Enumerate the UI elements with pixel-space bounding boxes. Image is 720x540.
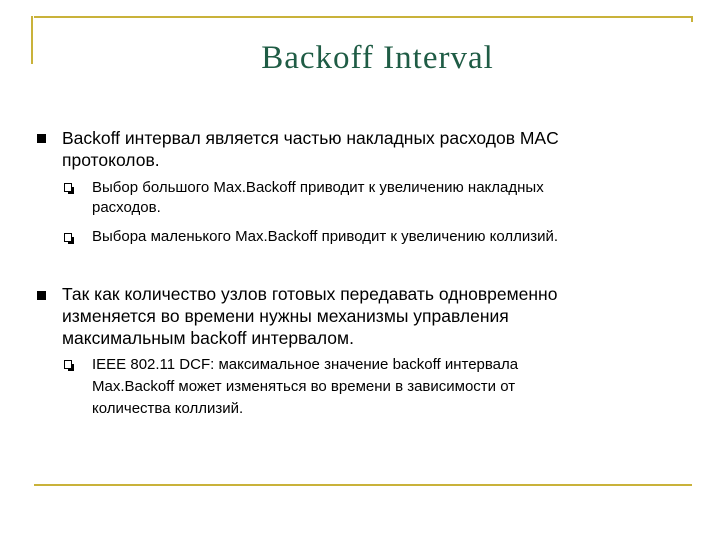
bullet-square-icon [37, 291, 46, 300]
bottom-rule [34, 484, 692, 486]
sub-bullet-box-icon [64, 360, 72, 369]
slide-title: Backoff Interval [261, 40, 494, 76]
bullet-1-text-line-1: Backoff интервал является частью накладных расходов MAC [62, 128, 559, 148]
sub-bullet-1-1-line-1: Выбор большого Max.Backoff приводит к увеличению накладных [92, 179, 544, 196]
top-rule [34, 16, 692, 18]
sub-bullet-1-2-line-1: Выбора маленького Max.Backoff приводит к увеличению коллизий. [92, 228, 559, 245]
bullet-square-icon [37, 134, 46, 143]
sub-bullet-1-1-line-2: расходов. [92, 199, 161, 216]
bullet-2-text-line-3: максимальным backoff интервалом. [62, 328, 354, 348]
bullet-2-text-line-1: Так как количество узлов готовых передавать одновременно [62, 284, 558, 304]
sub-bullet-box-icon [64, 183, 72, 192]
bullet-2-text-line-2: изменяется во времени нужны механизмы управления [62, 306, 509, 326]
sub-bullet-2-1-line-2: Max.Backoff может изменяться во времени в зависимости от [92, 378, 516, 395]
right-rule [691, 16, 693, 22]
sub-bullet-2-1-line-3: количества коллизий. [92, 400, 244, 417]
bullet-1-text-line-2: протоколов. [62, 150, 160, 170]
sub-bullet-2-1-line-1: IEEE 802.11 DCF: максимальное значение backoff интервала [92, 356, 519, 373]
sub-bullet-box-icon [64, 233, 72, 242]
